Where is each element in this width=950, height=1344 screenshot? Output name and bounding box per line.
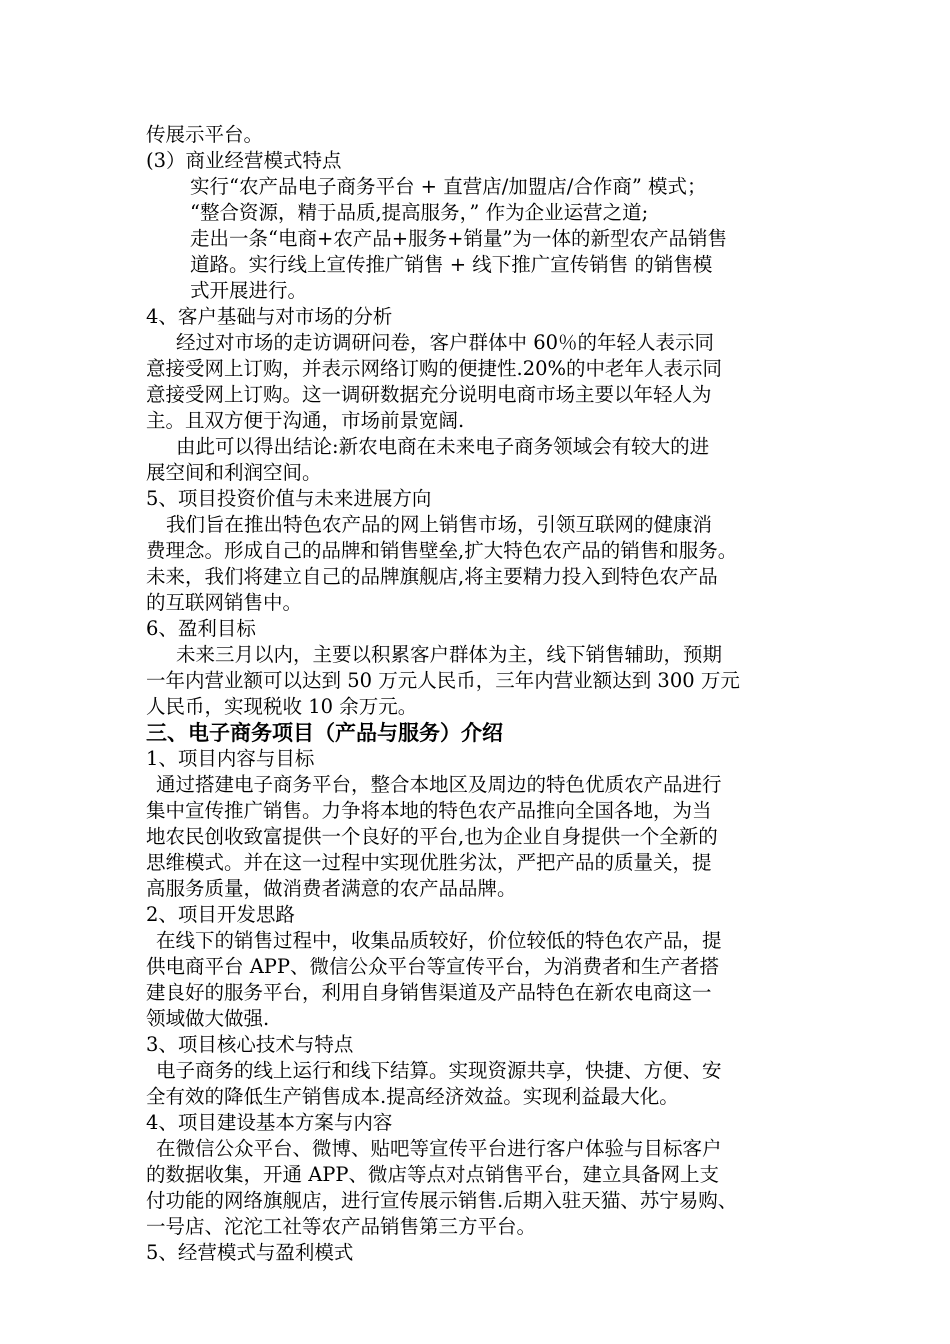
paragraph-line: 在线下的销售过程中，收集品质较好，价位较低的特色农产品，提 bbox=[156, 929, 722, 952]
paragraph-line: 传展示平台。 bbox=[146, 123, 264, 146]
paragraph-line: 式开展进行。 bbox=[190, 279, 308, 302]
paragraph-line: 实行“农产品电子商务平台 + 直营店/加盟店/合作商” 模式； bbox=[190, 175, 707, 198]
paragraph-line: 地农民创收致富提供一个良好的平台,也为企业自身提供一个全新的 bbox=[146, 825, 718, 848]
paragraph-line: 由此可以得出结论:新农电商在未来电子商务领域会有较大的进 bbox=[176, 435, 710, 458]
section-heading: 2、项目开发思路 bbox=[146, 903, 295, 926]
paragraph-line: 集中宣传推广销售。力争将本地的特色农产品推向全国各地，为当 bbox=[146, 799, 712, 822]
paragraph-line: 全有效的降低生产销售成本.提高经济效益。实现利益最大化。 bbox=[146, 1085, 679, 1108]
paragraph-line: 意接受网上订购。这一调研数据充分说明电商市场主要以年轻人为 bbox=[146, 383, 712, 406]
paragraph-line: 走出一条“电商+农产品+服务+销量”为一体的新型农产品销售 bbox=[190, 227, 727, 250]
section-heading: 4、项目建设基本方案与内容 bbox=[146, 1111, 393, 1134]
paragraph-line: 的数据收集，开通 APP、微店等点对点销售平台，建立具备网上支 bbox=[146, 1163, 720, 1186]
paragraph-line: “整合资源，精于品质,提高服务，” 作为企业运营之道; bbox=[190, 201, 649, 224]
paragraph-line: 的互联网销售中。 bbox=[146, 591, 303, 614]
paragraph-line: 供电商平台 APP、微信公众平台等宣传平台，为消费者和生产者搭 bbox=[146, 955, 720, 978]
section-heading: 5、经营模式与盈利模式 bbox=[146, 1241, 354, 1264]
paragraph-line: 人民币，实现税收 10 余万元。 bbox=[146, 695, 418, 718]
paragraph-line: 在微信公众平台、微博、贴吧等宣传平台进行客户体验与目标客户 bbox=[156, 1137, 722, 1160]
paragraph-line: 一年内营业额可以达到 50 万元人民币，三年内营业额达到 300 万元 bbox=[146, 669, 740, 692]
paragraph-line: 通过搭建电子商务平台，整合本地区及周边的特色优质农产品进行 bbox=[156, 773, 722, 796]
paragraph-line: 展空间和利润空间。 bbox=[146, 461, 322, 484]
paragraph-line: 经过对市场的走访调研问卷，客户群体中 60％的年轻人表示同 bbox=[176, 331, 715, 354]
paragraph-line: 未来三月以内，主要以积累客户群体为主，线下销售辅助，预期 bbox=[176, 643, 723, 666]
section-heading: 4、客户基础与对市场的分析 bbox=[146, 305, 393, 328]
paragraph-line: 思维模式。并在这一过程中实现优胜劣汰，严把产品的质量关，提 bbox=[146, 851, 712, 874]
paragraph-line: 我们旨在推出特色农产品的网上销售市场，引领互联网的健康消 bbox=[166, 513, 713, 536]
paragraph-line: 付功能的网络旗舰店，进行宣传展示销售.后期入驻天猫、苏宁易购、 bbox=[146, 1189, 738, 1212]
paragraph-line: 道路。实行线上宣传推广销售 + 线下推广宣传销售 的销售模 bbox=[190, 253, 713, 276]
paragraph-line: 建良好的服务平台，利用自身销售渠道及产品特色在新农电商这一 bbox=[146, 981, 712, 1004]
paragraph-line: 领域做大做强. bbox=[146, 1007, 270, 1030]
paragraph-line: 电子商务的线上运行和线下结算。实现资源共享，快捷、方便、安 bbox=[156, 1059, 722, 1082]
chapter-heading: 三、电子商务项目（产品与服务）介绍 bbox=[146, 721, 503, 745]
section-heading: 3、项目核心技术与特点 bbox=[146, 1033, 354, 1056]
paragraph-line: 一号店、沱沱工社等农产品销售第三方平台。 bbox=[146, 1215, 537, 1238]
section-heading: 5、项目投资价值与未来进展方向 bbox=[146, 487, 432, 510]
section-heading: 6、盈利目标 bbox=[146, 617, 256, 640]
paragraph-line: 未来，我们将建立自己的品牌旗舰店,将主要精力投入到特色农产品 bbox=[146, 565, 718, 588]
paragraph-line: 主。且双方便于沟通，市场前景宽阔. bbox=[146, 409, 465, 432]
paragraph-line: 意接受网上订购，并表示网络订购的便捷性.20%的中老年人表示同 bbox=[146, 357, 723, 380]
paragraph-line: 费理念。形成自己的品牌和销售壁垒,扩大特色农产品的销售和服务。 bbox=[146, 539, 738, 562]
subsection-heading: (3）商业经营模式特点 bbox=[146, 149, 342, 172]
paragraph-line: 高服务质量，做消费者满意的农产品品牌。 bbox=[146, 877, 517, 900]
section-heading: 1、项目内容与目标 bbox=[146, 747, 315, 770]
